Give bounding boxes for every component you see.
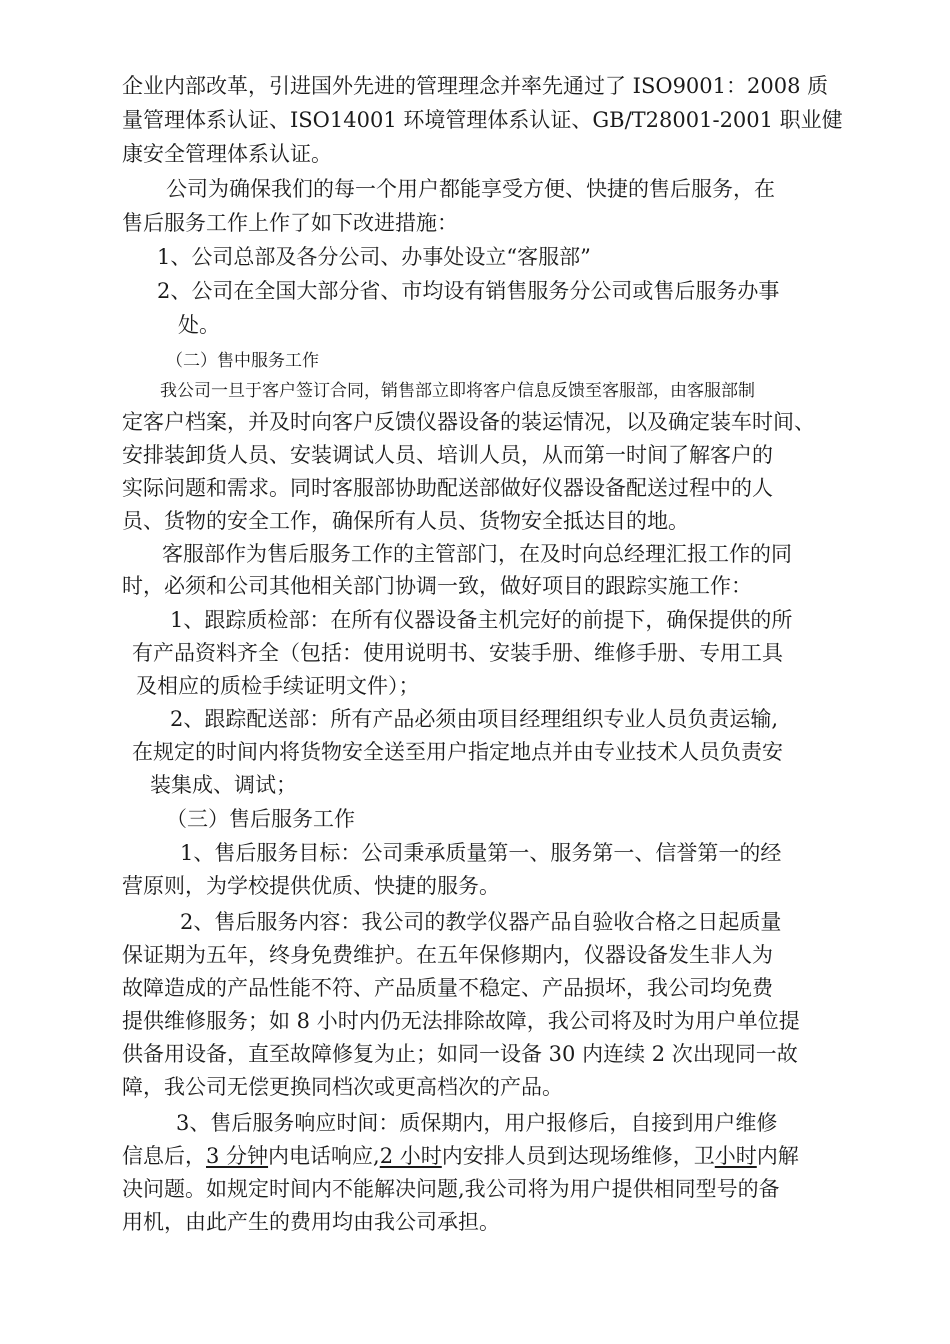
intro-line-2: 量管理体系认证、ISO14001 环境管理体系认证、GB/T28001-2001 职业健 bbox=[122, 108, 843, 132]
resolve-hours: 小时 bbox=[714, 1144, 757, 1168]
section-2-para-1-line-4: 实际问题和需求。同时客服部协助配送部做好仪器设备配送过程中的人 bbox=[122, 476, 773, 500]
goal-3-line-4: 用机，由此产生的费用均由我公司承担。 bbox=[122, 1210, 500, 1234]
section-2-para-2-line-2: 时，必须和公司其他相关部门协调一致，做好项目的跟踪实施工作： bbox=[122, 574, 752, 598]
goal-2-line-5: 供备用设备，直至故障修复为止；如同一设备 30 内连续 2 次出现同一故 bbox=[122, 1042, 798, 1066]
track-item-2-line-2: 在规定的时间内将货物安全送至用户指定地点并由专业技术人员负责安 bbox=[132, 740, 783, 764]
intro-line-1: 企业内部改革，引进国外先进的管理理念并率先通过了 ISO9001：2008 质 bbox=[122, 74, 829, 98]
section-2-para-1-line-5: 员、货物的安全工作，确保所有人员、货物安全抵达目的地。 bbox=[122, 509, 689, 533]
track-item-1-line-3: 及相应的质检手续证明文件）； bbox=[136, 674, 420, 698]
improve-item-2-line-1: 2、公司在全国大部分省、市均设有销售服务分公司或售后服务办事 bbox=[157, 279, 780, 303]
improve-line-2: 售后服务工作上作了如下改进措施： bbox=[122, 211, 458, 235]
goal-2-line-4: 提供维修服务；如 8 小时内仍无法排除故障，我公司将及时为用户单位提 bbox=[122, 1009, 800, 1033]
section-2-para-2-line-1: 客服部作为售后服务工作的主管部门，在及时向总经理汇报工作的同 bbox=[162, 542, 792, 566]
goal-3-line-3: 决问题。如规定时间内不能解决问题,我公司将为用户提供相同型号的备 bbox=[122, 1177, 780, 1201]
improve-item-1: 1、公司总部及各分公司、办事处设立“客服部” bbox=[157, 245, 591, 269]
section-2-para-1-line-1: 我公司一旦于客户签订合同，销售部立即将客户信息反馈至客服部，由客服部制 bbox=[160, 381, 755, 401]
goal-3-text-e: 内安排人员到达现场维修，卫 bbox=[441, 1144, 715, 1168]
arrive-2-hours: 2 小时 bbox=[379, 1144, 442, 1168]
goal-3-text-g: 内解 bbox=[756, 1144, 799, 1168]
goal-2-line-6: 障，我公司无偿更换同档次或更高档次的产品。 bbox=[122, 1075, 563, 1099]
goal-3-text-a: 信息后， bbox=[122, 1144, 206, 1168]
goal-1-line-2: 营原则，为学校提供优质、快捷的服务。 bbox=[122, 874, 500, 898]
improve-line-1: 公司为确保我们的每一个用户都能享受方便、快捷的售后服务，在 bbox=[166, 177, 775, 201]
goal-1-line-1: 1、售后服务目标：公司秉承质量第一、服务第一、信誉第一的经 bbox=[180, 841, 782, 865]
goal-2-line-2: 保证期为五年，终身免费维护。在五年保修期内，仪器设备发生非人为 bbox=[122, 943, 773, 967]
goal-3-line-1: 3、售后服务响应时间：质保期内，用户报修后，自接到用户维修 bbox=[176, 1111, 778, 1135]
goal-3-text-c: 内电话响应, bbox=[268, 1144, 380, 1168]
section-2-heading: （二）售中服务工作 bbox=[166, 351, 319, 371]
section-2-para-1-line-2: 定客户档案，并及时向客户反馈仪器设备的装运情况，以及确定装车时间、 bbox=[122, 410, 815, 434]
track-item-2-line-1: 2、跟踪配送部：所有产品必须由项目经理组织专业人员负责运输, bbox=[170, 707, 779, 731]
track-item-1-line-1: 1、跟踪质检部：在所有仪器设备主机完好的前提下，确保提供的所 bbox=[170, 608, 793, 632]
response-3-minutes: 3 分钟 bbox=[206, 1144, 269, 1168]
goal-2-line-3: 故障造成的产品性能不符、产品质量不稳定、产品损坏，我公司均免费 bbox=[122, 976, 773, 1000]
goal-2-line-1: 2、售后服务内容：我公司的教学仪器产品自验收合格之日起质量 bbox=[180, 910, 782, 934]
section-3-heading: （三）售后服务工作 bbox=[166, 807, 355, 831]
intro-line-3: 康安全管理体系认证。 bbox=[122, 142, 332, 166]
goal-3-line-2 bbox=[122, 1142, 799, 1170]
section-2-para-1-line-3: 安排装卸货人员、安装调试人员、培训人员，从而第一时间了解客户的 bbox=[122, 443, 773, 467]
track-item-1-line-2: 有产品资料齐全（包括：使用说明书、安装手册、维修手册、专用工具 bbox=[132, 641, 783, 665]
improve-item-2-line-2: 处。 bbox=[178, 313, 220, 337]
track-item-2-line-3: 装集成、调试； bbox=[150, 773, 297, 797]
